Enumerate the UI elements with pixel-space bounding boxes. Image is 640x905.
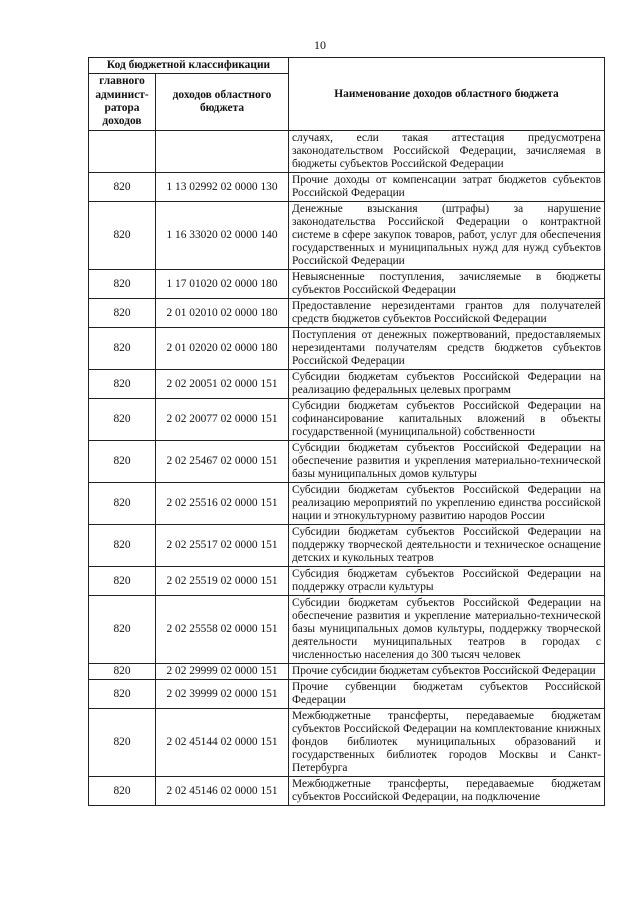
income-code-cell: 2 02 45144 02 0000 151: [156, 709, 289, 777]
table-row: [89, 299, 605, 328]
admin-code-cell: 820: [89, 299, 156, 328]
header-name-column: Наименование доходов областного бюджета: [289, 58, 605, 131]
admin-code-cell: 820: [89, 777, 156, 806]
admin-code-cell: 820: [89, 709, 156, 777]
admin-code-cell: 820: [89, 483, 156, 525]
header-group-title: Код бюджетной классификации: [89, 58, 289, 74]
table-row: [89, 664, 605, 680]
income-code-cell: 2 02 45146 02 0000 151: [156, 777, 289, 806]
admin-code-cell: 820: [89, 567, 156, 596]
admin-code-cell: 820: [89, 441, 156, 483]
budget-classification-table: [88, 57, 605, 806]
table-row: [89, 596, 605, 664]
table-row: [89, 131, 605, 173]
income-name-cell: Прочие субсидии бюджетам субъектов Российской Федерации: [289, 664, 605, 680]
admin-code-cell: 820: [89, 596, 156, 664]
income-code-cell: 2 02 25467 02 0000 151: [156, 441, 289, 483]
admin-code-cell: 820: [89, 399, 156, 441]
income-code-cell: 1 16 33020 02 0000 140: [156, 202, 289, 270]
income-name-cell: Прочие субвенции бюджетам субъектов Российской Федерации: [289, 680, 605, 709]
income-name-cell: Межбюджетные трансферты, передаваемые бюджетам субъектов Российской Федерации, на подключение: [289, 777, 605, 806]
income-name-cell: Субсидии бюджетам субъектов Российской Федерации на поддержку творческой деятельности и техническое оснащение детских и кукольных театров: [289, 525, 605, 567]
income-code-cell: 2 02 25519 02 0000 151: [156, 567, 289, 596]
admin-code-cell: 820: [89, 270, 156, 299]
income-name-cell: Невыясненные поступления, зачисляемые в бюджеты субъектов Российской Федерации: [289, 270, 605, 299]
income-code-cell: 2 01 02020 02 0000 180: [156, 328, 289, 370]
header-admin-column: главного админист-ратора доходов: [89, 74, 156, 131]
table-header: [89, 58, 605, 131]
table-row: [89, 525, 605, 567]
page-number: 10: [314, 38, 326, 52]
income-code-cell: 2 01 02010 02 0000 180: [156, 299, 289, 328]
table-row: [89, 399, 605, 441]
income-code-cell: 2 02 20051 02 0000 151: [156, 370, 289, 399]
income-code-cell: 2 02 25517 02 0000 151: [156, 525, 289, 567]
header-code-column: доходов областного бюджета: [156, 74, 289, 131]
admin-code-cell: 820: [89, 202, 156, 270]
income-name-cell: Субсидии бюджетам субъектов Российской Федерации на обеспечение развития и укрепление материально-технической базы муниципальных домов культуры, поддержку творческой деятельности муниципальных театров в городах с численностью населения до 300 тысяч человек: [289, 596, 605, 664]
table-body: [89, 131, 605, 806]
income-name-cell: Субсидия бюджетам субъектов Российской Федерации на поддержку отрасли культуры: [289, 567, 605, 596]
income-code-cell: 2 02 25558 02 0000 151: [156, 596, 289, 664]
income-code-cell: 1 17 01020 02 0000 180: [156, 270, 289, 299]
income-name-cell: Субсидии бюджетам субъектов Российской Федерации на реализацию федеральных целевых программ: [289, 370, 605, 399]
income-code-cell: 2 02 39999 02 0000 151: [156, 680, 289, 709]
table-row: [89, 370, 605, 399]
table-row: [89, 441, 605, 483]
admin-code-cell: 820: [89, 525, 156, 567]
admin-code-cell: 820: [89, 664, 156, 680]
income-code-cell: 2 02 20077 02 0000 151: [156, 399, 289, 441]
income-name-cell: Предоставление нерезидентами грантов для получателей средств бюджетов субъектов Российской Федерации: [289, 299, 605, 328]
table-row: [89, 270, 605, 299]
table-row: [89, 567, 605, 596]
income-name-cell: случаях, если такая аттестация предусмотрена законодательством Российской Федерации, зачисляемая в бюджеты субъектов Российской Федерации: [289, 131, 605, 173]
admin-code-cell: 820: [89, 173, 156, 202]
table-row: [89, 777, 605, 806]
income-name-cell: Поступления от денежных пожертвований, предоставляемых нерезидентами получателям средств бюджетов субъектов Российской Федерации: [289, 328, 605, 370]
table-row: [89, 328, 605, 370]
table-row: [89, 202, 605, 270]
income-code-cell: 1 13 02992 02 0000 130: [156, 173, 289, 202]
admin-code-cell: [89, 131, 156, 173]
admin-code-cell: 820: [89, 680, 156, 709]
table-row: [89, 709, 605, 777]
income-code-cell: [156, 131, 289, 173]
admin-code-cell: 820: [89, 370, 156, 399]
income-name-cell: Денежные взыскания (штрафы) за нарушение законодательства Российской Федерации о контрактной системе в сфере закупок товаров, работ, услуг для обеспечения государственных и муниципальных нужд для нужд субъектов Российской Федерации: [289, 202, 605, 270]
income-name-cell: Субсидии бюджетам субъектов Российской Федерации на обеспечение развития и укрепления материально-технической базы муниципальных домов культуры: [289, 441, 605, 483]
table-row: [89, 173, 605, 202]
income-name-cell: Межбюджетные трансферты, передаваемые бюджетам субъектов Российской Федерации на комплектование книжных фондов библиотек муниципальных образований и государственных библиотек городов Москвы и Санкт-Петербурга: [289, 709, 605, 777]
income-code-cell: 2 02 25516 02 0000 151: [156, 483, 289, 525]
table-row: [89, 680, 605, 709]
income-name-cell: Прочие доходы от компенсации затрат бюджетов субъектов Российской Федерации: [289, 173, 605, 202]
table-row: [89, 483, 605, 525]
income-code-cell: 2 02 29999 02 0000 151: [156, 664, 289, 680]
income-name-cell: Субсидии бюджетам субъектов Российской Федерации на софинансирование капитальных вложений в объекты государственной (муниципальной) собственности: [289, 399, 605, 441]
admin-code-cell: 820: [89, 328, 156, 370]
income-name-cell: Субсидии бюджетам субъектов Российской Федерации на реализацию мероприятий по укреплению единства российской нации и этнокультурному развитию народов России: [289, 483, 605, 525]
